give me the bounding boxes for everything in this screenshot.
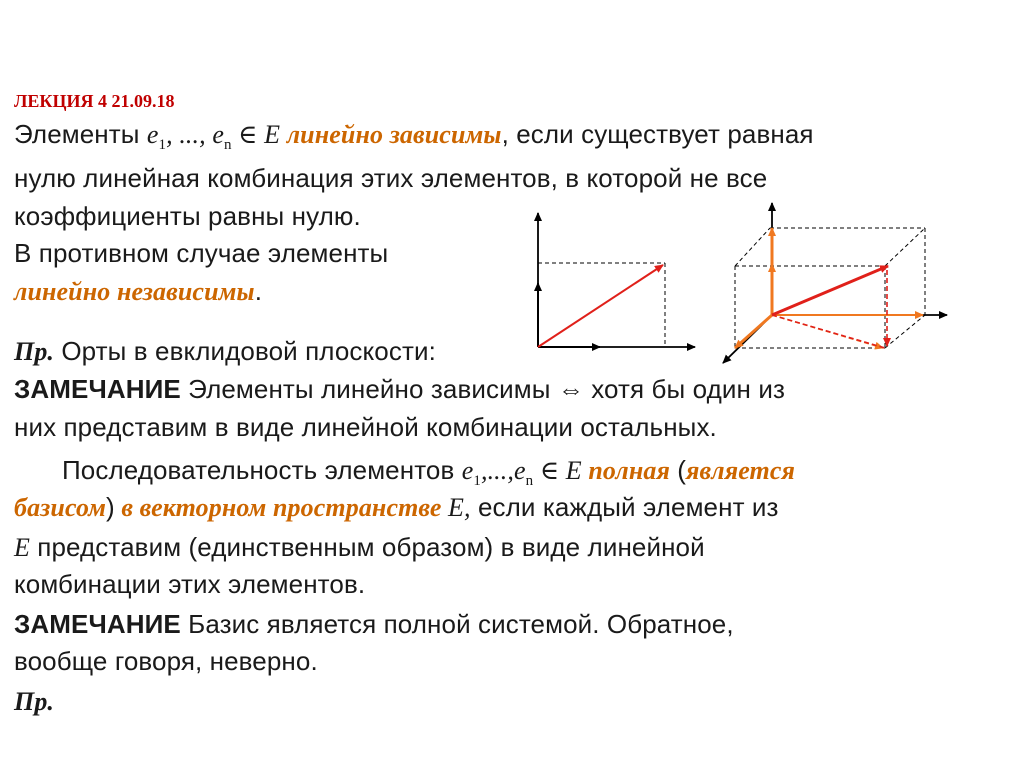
term-linearly-dependent: линейно зависимы bbox=[286, 120, 502, 149]
text: , если существует равная bbox=[501, 119, 814, 149]
definition-line-5 bbox=[14, 276, 262, 307]
math-ellipsis: , ..., bbox=[166, 120, 213, 149]
math-in-set: ∈ E bbox=[533, 456, 589, 485]
diagonal-vector bbox=[772, 315, 885, 348]
math-var: e bbox=[461, 456, 474, 485]
cube-edges bbox=[735, 228, 925, 348]
math-e1 bbox=[461, 456, 589, 490]
definition-line-3: коэффициенты равны нулю. bbox=[14, 201, 361, 231]
text: Последовательность элементов bbox=[62, 455, 462, 485]
space-e: E bbox=[14, 533, 30, 562]
definition-line-4: В противном случае элементы bbox=[14, 238, 389, 268]
plane-basis-diagram bbox=[530, 205, 710, 365]
term-basis: базисом bbox=[14, 493, 106, 522]
math-subscript: n bbox=[223, 137, 232, 154]
paren: ( bbox=[669, 455, 687, 485]
text: если каждый элемент из bbox=[470, 492, 779, 522]
term-complete: полная bbox=[588, 456, 670, 485]
lecture-header: ЛЕКЦИЯ 4 21.09.18 bbox=[14, 91, 175, 111]
definition-line-1 bbox=[14, 119, 814, 160]
remark-text: Элементы линейно зависимы ⇔ хотя бы один из bbox=[180, 374, 785, 404]
example-label: Пр. bbox=[14, 687, 55, 716]
example-2 bbox=[14, 686, 54, 717]
definition-2-line-3 bbox=[14, 532, 705, 563]
space-basis-diagram bbox=[715, 198, 955, 368]
remark-label: ЗАМЕЧАНИЕ bbox=[14, 609, 181, 639]
definition-2-line-4: комбинации этих элементов. bbox=[14, 569, 366, 599]
math-var: e bbox=[146, 120, 159, 149]
space-e: E, bbox=[441, 493, 471, 522]
math-in-set: ∈ E bbox=[231, 120, 287, 149]
sum-vector bbox=[772, 266, 888, 315]
remark-text: Базис является полной системой. Обратное, bbox=[180, 609, 734, 639]
remark-1 bbox=[14, 374, 785, 404]
definition-2-line-1 bbox=[62, 455, 795, 496]
math-subscript: 1 bbox=[473, 473, 481, 490]
remark-1-line-2: них представим в виде линейной комбинации остальных. bbox=[14, 412, 717, 442]
term-linearly-independent: линейно независимы bbox=[14, 277, 255, 306]
term-vector-space: в векторном пространстве bbox=[114, 493, 442, 522]
math-subscript: n bbox=[525, 473, 534, 490]
definition-2-line-2 bbox=[14, 492, 779, 523]
remark-2 bbox=[14, 609, 734, 639]
math-e1 bbox=[146, 120, 287, 154]
remark-label: ЗАМЕЧАНИЕ bbox=[14, 374, 181, 404]
unit-vector-y bbox=[735, 315, 772, 348]
example-1 bbox=[14, 336, 436, 367]
example-text: Орты в евклидовой плоскости: bbox=[54, 336, 436, 366]
math-subscript: 1 bbox=[158, 137, 167, 154]
term-is: является bbox=[686, 456, 795, 485]
sum-vector bbox=[538, 265, 663, 347]
example-label: Пр. bbox=[14, 337, 55, 366]
text: . bbox=[254, 276, 263, 306]
math-var: e bbox=[212, 120, 224, 149]
math-var: e bbox=[513, 456, 526, 485]
text: Элементы bbox=[14, 119, 147, 149]
paren: ) bbox=[106, 492, 115, 522]
remark-2-line-2: вообще говоря, неверно. bbox=[14, 646, 318, 676]
text: представим (единственным образом) в виде линейной bbox=[29, 532, 705, 562]
definition-line-2: нулю линейная комбинация этих элементов, в которой не все bbox=[14, 163, 768, 193]
math-ellipsis: ,..., bbox=[480, 456, 514, 485]
